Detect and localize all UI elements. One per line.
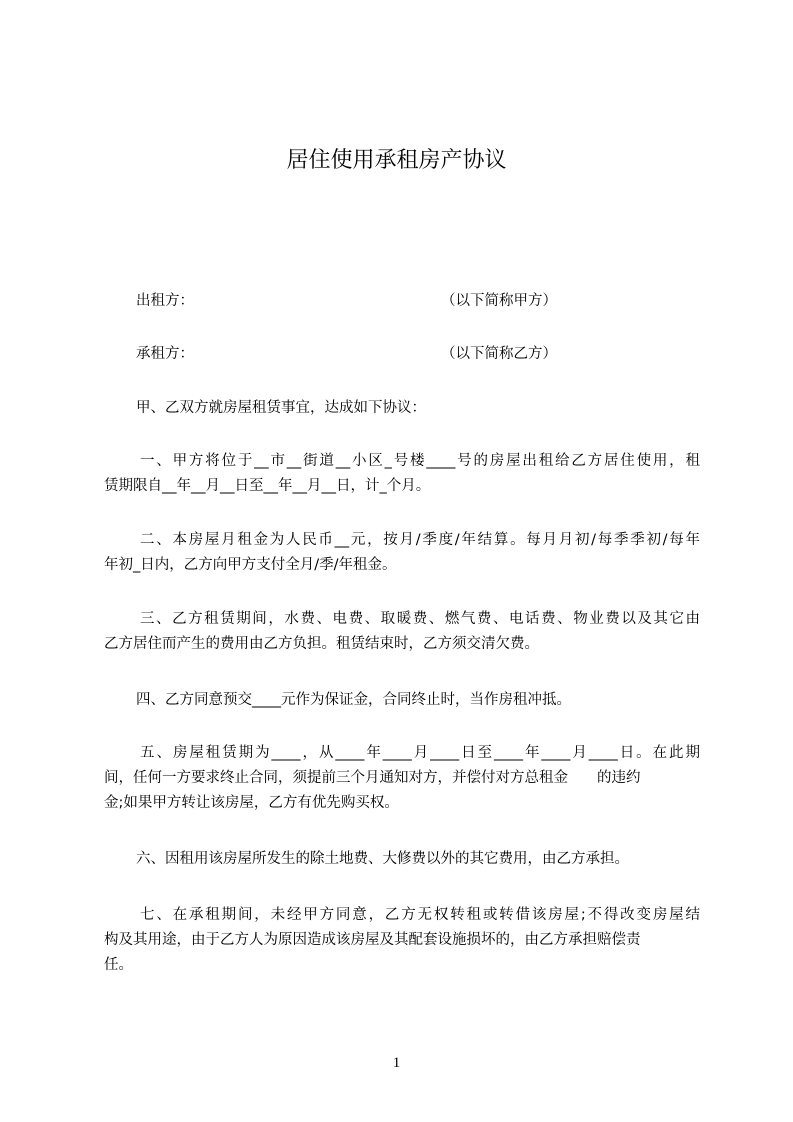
clause-2 bbox=[104, 528, 700, 578]
clause-5-line-1: 五、房屋租赁期为____，从____年____月____日至____年____月____日。在此期 bbox=[140, 745, 700, 761]
clause-7-line-3: 任。 bbox=[104, 957, 133, 973]
agreement-intro: 甲、乙双方就房屋租赁事宜，达成如下协议： bbox=[136, 400, 426, 416]
clause-7-line-2: 构及其用途，由于乙方人为原因造成该房屋及其配套设施损坏的，由乙方承担赔偿责 bbox=[104, 932, 641, 948]
clause-3-line-1: 三、乙方租赁期间，水费、电费、取暖费、燃气费、电话费、物业费以及其它由 bbox=[140, 611, 700, 627]
clause-6: 六、因租用该房屋所发生的除土地费、大修费以外的其它费用，由乙方承担。 bbox=[136, 851, 629, 867]
clause-7-line-1: 七、在承租期间，未经甲方同意，乙方无权转租或转借该房屋;不得改变房屋结 bbox=[140, 907, 700, 923]
clause-1-line-1: 一、甲方将位于__市__街道__小区_号楼____号的房屋出租给乙方居住使用，租 bbox=[140, 453, 700, 469]
clause-3 bbox=[104, 607, 700, 657]
document-title: 居住使用承租房产协议 bbox=[286, 148, 507, 173]
clause-3-line-2: 乙方居住而产生的费用由乙方负担。租赁结束时，乙方须交清欠费。 bbox=[104, 636, 539, 652]
clause-1 bbox=[104, 449, 700, 499]
clause-5-line-3: 金;如果甲方转让该房屋，乙方有优先购买权。 bbox=[104, 795, 399, 811]
lessee-note: （以下简称乙方） bbox=[441, 346, 557, 362]
clause-4: 四、乙方同意预交____元作为保证金，合同终止时，当作房租冲抵。 bbox=[136, 692, 571, 708]
lessor-note: （以下简称甲方） bbox=[441, 293, 557, 309]
page-number: 1 bbox=[392, 1055, 401, 1071]
clause-5-line-2: 间，任何一方要求终止合同，须提前三个月通知对方，并偿付对方总租金 的违约 bbox=[104, 770, 641, 786]
clause-1-line-2: 赁期限自__年__月__日至__年__月__日，计_个月。 bbox=[104, 478, 431, 494]
clause-5 bbox=[104, 741, 700, 816]
clause-7 bbox=[104, 903, 700, 978]
lessee-label: 承租方： bbox=[136, 346, 194, 362]
lessor-label: 出租方： bbox=[136, 293, 194, 309]
clause-2-line-1: 二、本房屋月租金为人民币__元，按月/季度/年结算。每月月初/每季季初/每年 bbox=[140, 532, 700, 548]
clause-2-line-2: 年初_日内，乙方向甲方支付全月/季/年租金。 bbox=[104, 557, 397, 573]
